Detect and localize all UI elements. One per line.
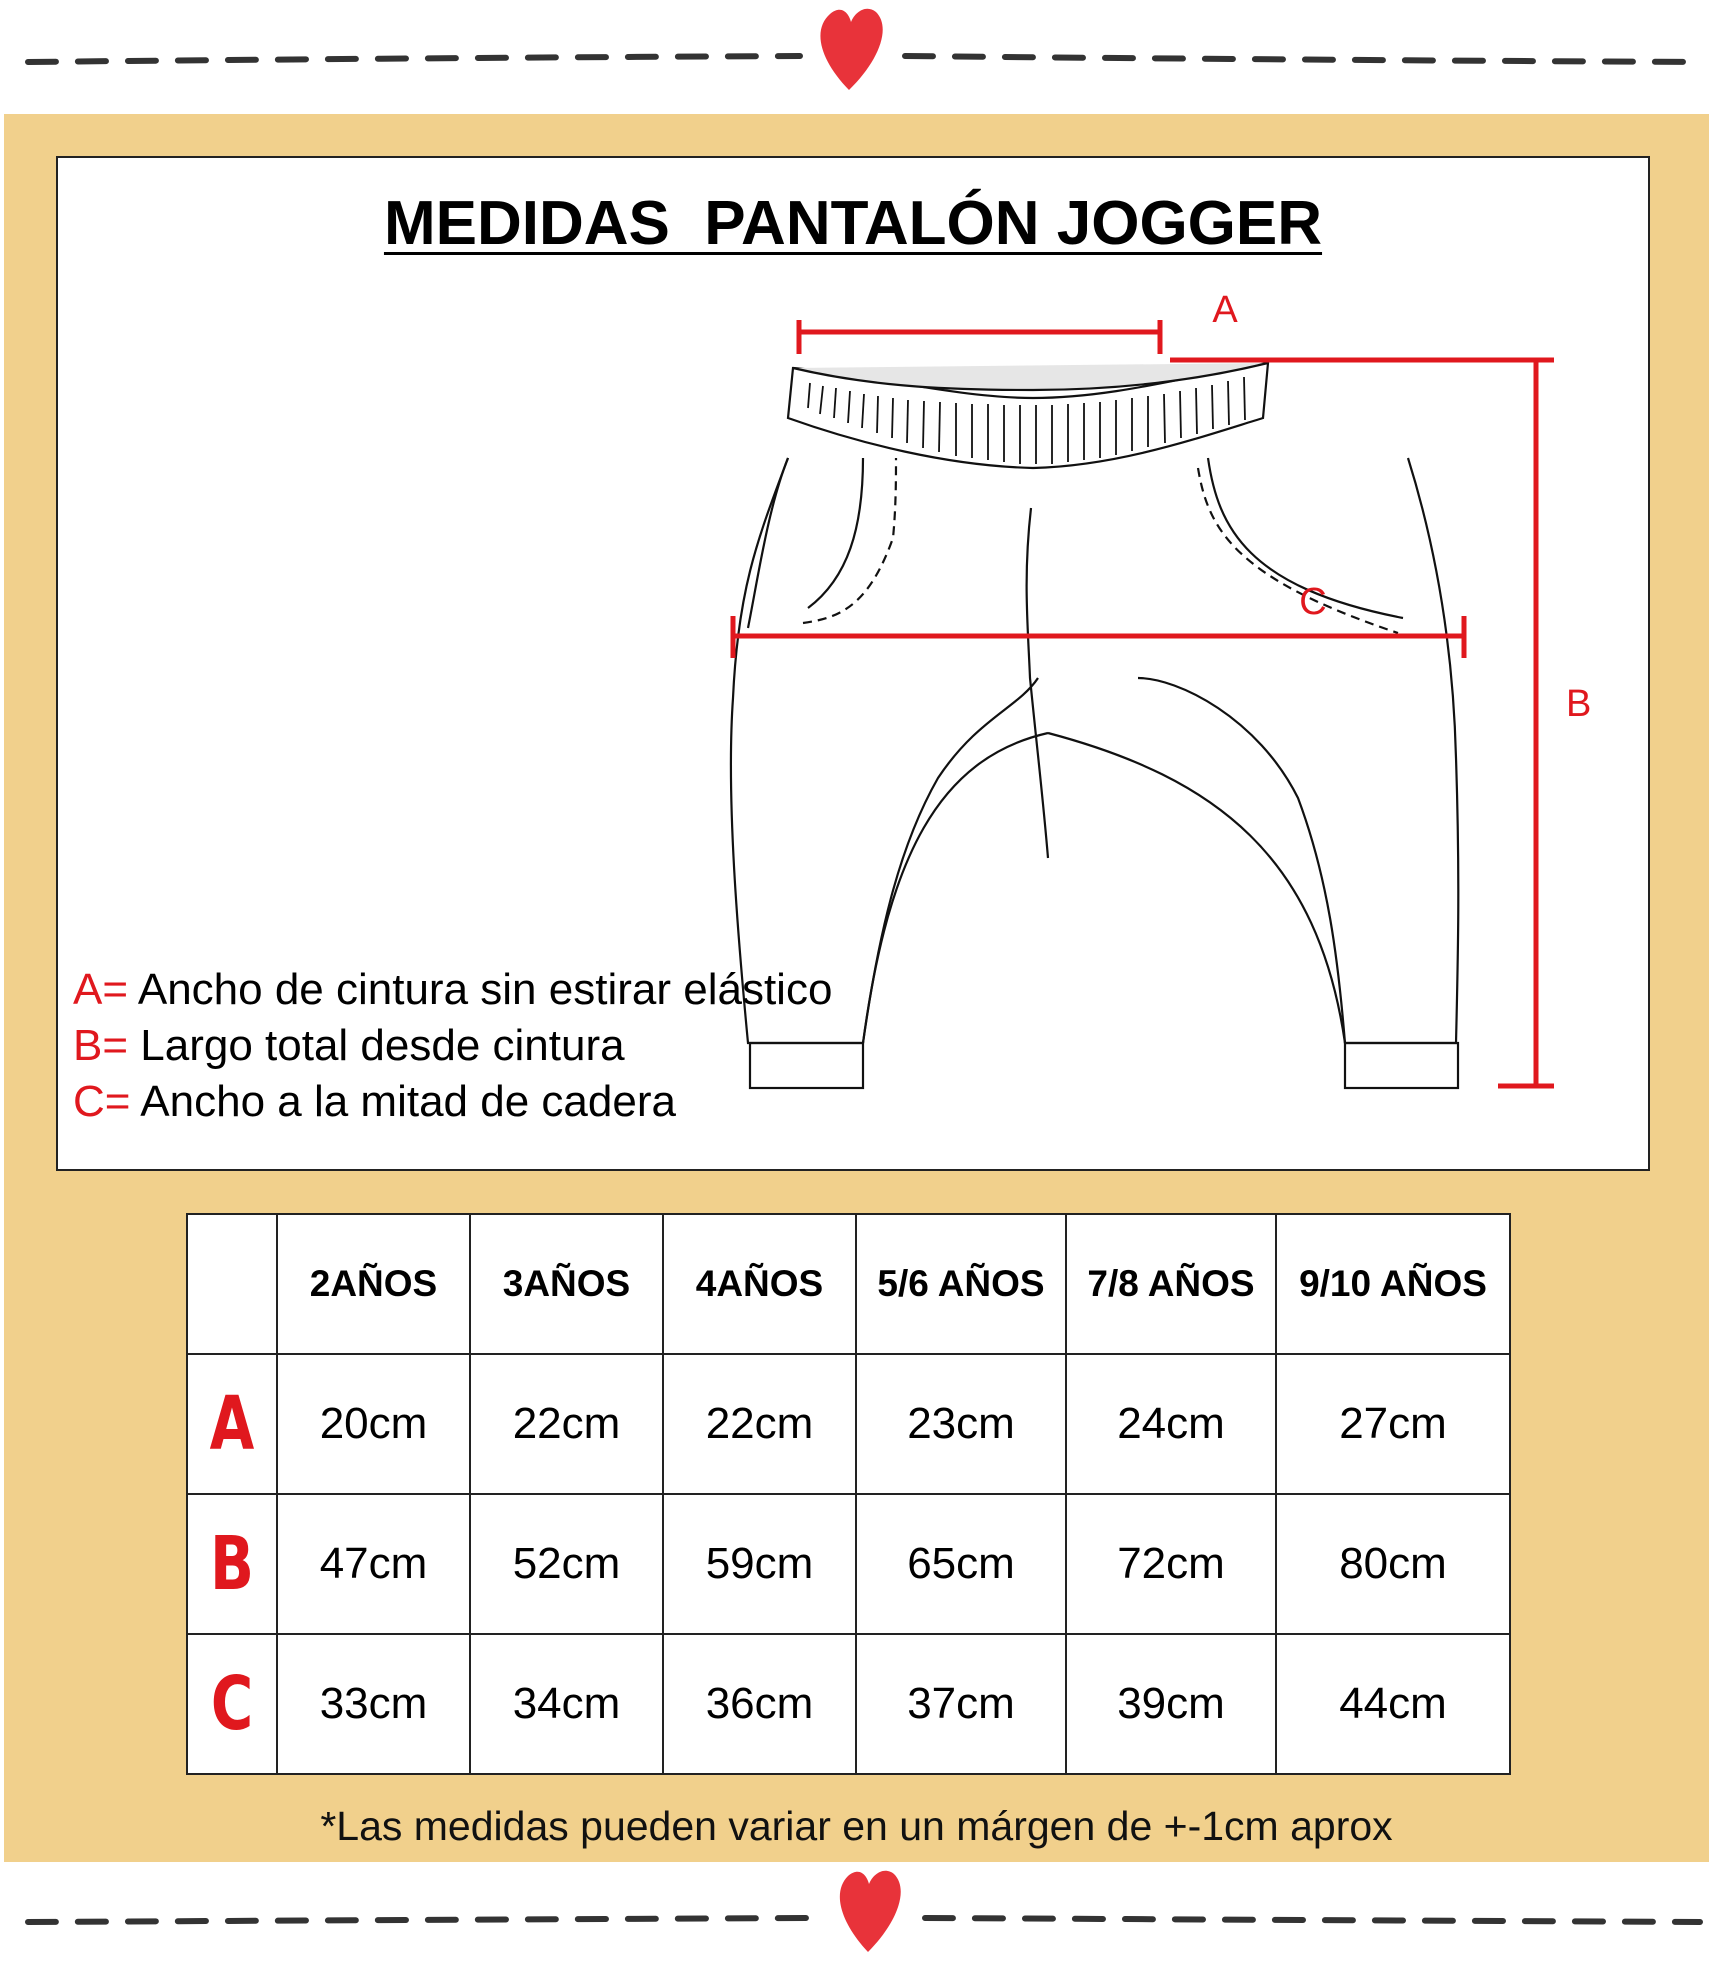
table-header-cell: 3AÑOS [470,1214,663,1354]
table-header-cell: 9/10 AÑOS [1276,1214,1510,1354]
pants-crotch [1027,508,1048,858]
pants-left-leg [731,458,1038,1043]
measure-b-label: B [1566,683,1592,725]
row-key: B [197,1494,267,1634]
table-cell: 22cm [663,1354,856,1494]
table-row [187,1354,1510,1494]
table-cell: 44cm [1276,1634,1510,1774]
table-row [187,1634,1510,1774]
table-header-cell: 2AÑOS [277,1214,470,1354]
table-cell: 47cm [277,1494,470,1634]
table-cell: 52cm [470,1494,663,1634]
table-cell: 34cm [470,1634,663,1774]
table-header-cell: 5/6 AÑOS [856,1214,1066,1354]
table-cell: 24cm [1066,1354,1276,1494]
heart-icon [820,9,882,90]
table-cell: 39cm [1066,1634,1276,1774]
table-cell: 20cm [277,1354,470,1494]
row-key: C [197,1634,267,1774]
table-cell: 59cm [663,1494,856,1634]
table-cell: 72cm [1066,1494,1276,1634]
legend-item-c: C= Ancho a la mitad de cadera [73,1077,676,1126]
row-key: A [197,1354,267,1494]
diagram-panel [56,156,1650,1171]
table-header-cell: 4AÑOS [663,1214,856,1354]
table-header-cell [187,1214,277,1354]
table-cell: 27cm [1276,1354,1510,1494]
pants-right-leg [1138,458,1458,1043]
size-table [186,1213,1511,1775]
table-cell: 33cm [277,1634,470,1774]
table-header-row [187,1214,1510,1354]
table-cell: 37cm [856,1634,1066,1774]
table-row [187,1494,1510,1634]
table-cell: 36cm [663,1634,856,1774]
table-cell: 65cm [856,1494,1066,1634]
page-title: MEDIDAS PANTALÓN JOGGER [383,189,1323,258]
legend-item-a: A= Ancho de cintura sin estirar elástico [73,965,833,1014]
table-cell: 23cm [856,1354,1066,1494]
measure-c-label: C [1299,581,1327,623]
heart-icon [840,1871,901,1952]
table-cell: 80cm [1276,1494,1510,1634]
footnote: *Las medidas pueden variar en un márgen de +-1cm aprox [320,1803,1393,1849]
legend-item-b: B= Largo total desde cintura [73,1021,625,1070]
bottom-stitch-divider [0,1862,1713,1962]
table-header-cell: 7/8 AÑOS [1066,1214,1276,1354]
right-cuff [1345,1043,1458,1088]
legend [73,962,832,1130]
measure-a-label: A [1212,289,1238,331]
table-cell: 22cm [470,1354,663,1494]
top-stitch-divider [0,0,1713,100]
